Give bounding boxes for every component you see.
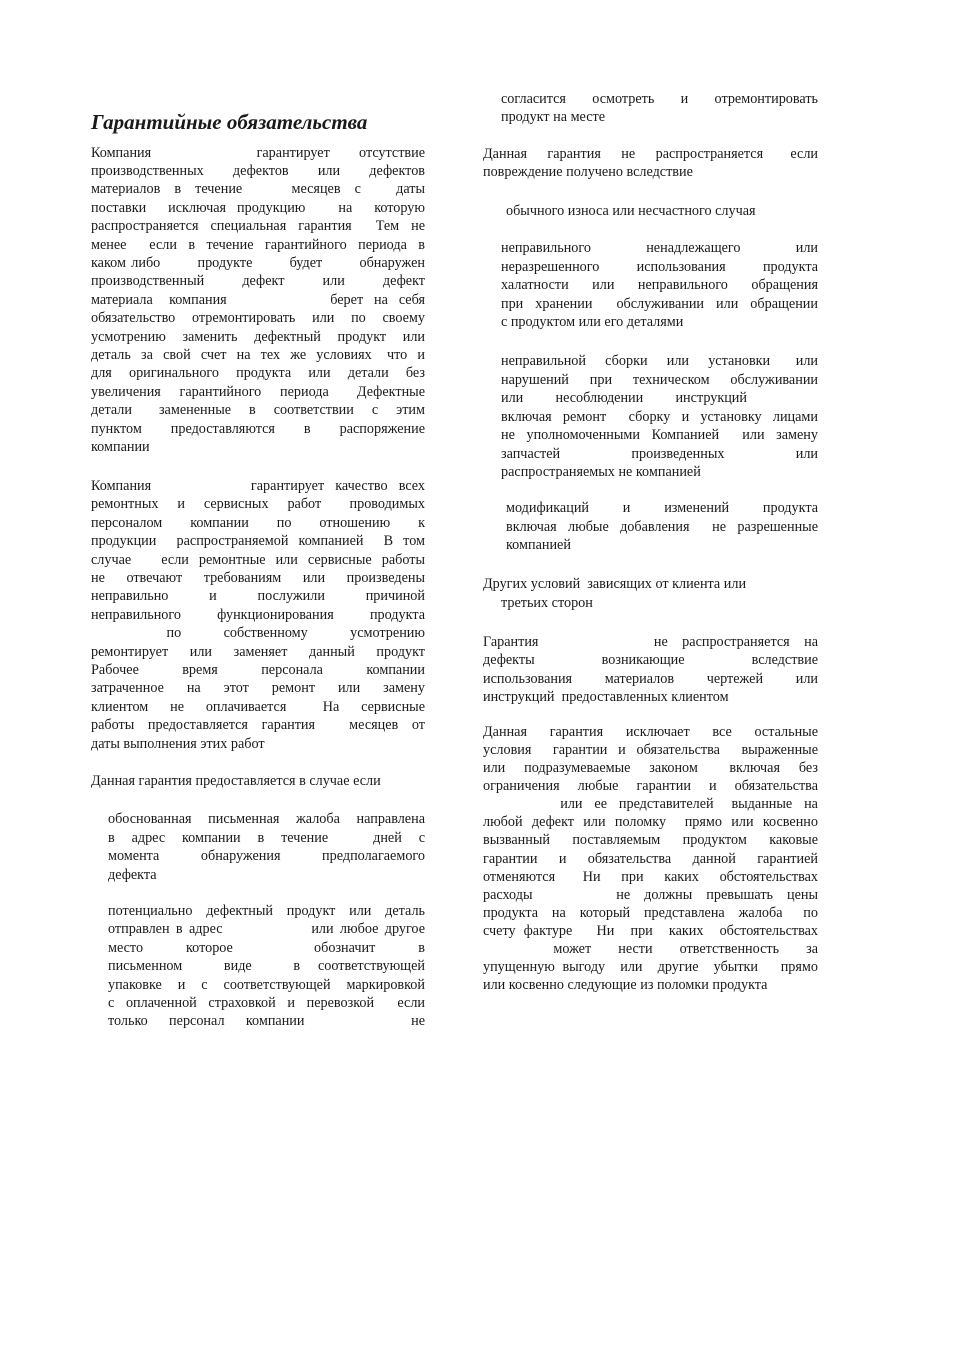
right-text-line: или подразумеваемые законом включая без (483, 760, 818, 776)
left-text-line: увеличения гарантийного периода Дефектные (91, 384, 425, 400)
right-text-line: Гарантия не распространяется на (483, 634, 818, 650)
left-text-line: продукции распространяемой компанией В том (91, 533, 425, 549)
right-text-line: неправильной сборки или установки или (501, 353, 818, 369)
right-text-line: или несоблюдении инструкций (501, 390, 747, 406)
left-text-line: затраченное на этот ремонт или замену (91, 680, 425, 696)
right-text-line: неправильного ненадлежащего или (501, 240, 818, 256)
right-text-line: халатности или неправильного обращения (501, 277, 818, 293)
left-text-line: с оплаченной страховкой и перевозкой если (108, 995, 425, 1011)
right-text-line: инструкций предоставленных клиентом (483, 689, 729, 705)
left-text-line: Компания гарантирует качество всех (91, 478, 425, 494)
right-text-line: вызванный поставляемым продуктом каковые (483, 832, 818, 848)
left-text-line: потенциально дефектный продукт или деталь (108, 903, 425, 919)
left-text-line: письменном виде в соответствующей (108, 958, 425, 974)
right-text-line: Данная гарантия не распространяется если (483, 146, 818, 162)
left-text-line: по собственному усмотрению (91, 625, 425, 641)
page-title: Гарантийные обязательства (91, 110, 368, 134)
left-text-line: усмотрению заменить дефектный продукт или (91, 329, 425, 345)
right-text-line: использования материалов чертежей или (483, 671, 818, 687)
left-text-line: неправильно и послужили причиной (91, 588, 425, 604)
right-text-line: отменяются Ни при каких обстоятельствах (483, 869, 818, 885)
right-text-line: с продуктом или его деталями (501, 314, 684, 330)
left-text-line: Рабочее время персонала компании (91, 662, 425, 678)
right-text-line: дефекты возникающие вследствие (483, 652, 818, 668)
left-text-line: даты выполнения этих работ (91, 736, 265, 752)
left-text-line: работы предоставляется гарантия месяцев от (91, 717, 425, 733)
right-text-line: повреждение получено вследствие (483, 164, 693, 180)
left-text-line: каком либо продукте будет обнаружен (91, 255, 425, 271)
right-text-line: компанией (506, 537, 571, 553)
right-text-line: любой дефект или поломку прямо или косвенно (483, 814, 818, 830)
left-text-line: поставки исключая продукцию на которую (91, 200, 425, 216)
right-text-line: включая любые добавления не разрешенные (506, 519, 818, 535)
left-text-line: Компания гарантирует отсутствие (91, 145, 425, 161)
right-text-line: или косвенно следующие из поломки продукта (483, 977, 768, 993)
right-text-line: нарушений при техническом обслуживании (501, 372, 818, 388)
left-text-line: ремонтирует или заменяет данный продукт (91, 644, 425, 660)
left-text-line: распространяется специальная гарантия Тем не (91, 218, 425, 234)
right-text-line: модификаций и изменений продукта (506, 500, 818, 516)
right-text-line: Других условий зависящих от клиента или (483, 576, 747, 592)
right-text-line: расходы не должны превышать цены (483, 887, 818, 903)
left-text-line: отправлен в адрес или любое другое (108, 921, 425, 937)
right-text-line: распространяемых не компанией (501, 464, 701, 480)
left-text-line: место которое обозначит в (108, 940, 425, 956)
left-text-line: компании (91, 439, 150, 455)
right-text-line: не уполномоченными Компанией или замену (501, 427, 818, 443)
left-text-line: персоналом компании по отношению к (91, 515, 425, 531)
left-text-line: материалов в течение месяцев с даты (91, 181, 425, 197)
right-text-line: запчастей произведенных или (501, 446, 818, 462)
right-text-line: согласится осмотреть и отремонтировать (501, 91, 818, 107)
right-text-line: может нести ответственность за (483, 941, 818, 957)
left-text-line: Данная гарантия предоставляется в случае если (91, 773, 381, 789)
right-text-line: ограничения любые гарантии и обязательства (483, 778, 818, 794)
left-text-line: деталь за свой счет на тех же условиях что и (91, 347, 425, 363)
right-text-line: продукт на месте (501, 109, 605, 125)
left-text-line: детали замененные в соответствии с этим (91, 402, 425, 418)
left-text-line: момента обнаружения предполагаемого (108, 848, 425, 864)
left-text-line: только персонал компании не (108, 1013, 425, 1029)
right-text-line: обычного износа или несчастного случая (506, 203, 756, 219)
left-text-line: упаковке и с соответствующей маркировкой (108, 977, 425, 993)
right-text-line: включая ремонт сборку и установку лицами (501, 409, 818, 425)
left-text-line: ремонтных и сервисных работ проводимых (91, 496, 425, 512)
left-text-line: обязательство отремонтировать или по своему (91, 310, 425, 326)
left-text-line: неправильного функционирования продукта (91, 607, 425, 623)
left-text-line: для оригинального продукта или детали без (91, 365, 425, 381)
right-text-line: условия гарантии и обязательства выраженные (483, 742, 818, 758)
left-text-line: клиентом не оплачивается На сервисные (91, 699, 425, 715)
left-text-line: не отвечают требованиям или произведены (91, 570, 425, 586)
left-text-line: производственный дефект или дефект (91, 273, 425, 289)
right-text-line: упущенную выгоду или другие убытки прямо (483, 959, 818, 975)
left-text-line: в адрес компании в течение дней с (108, 830, 425, 846)
right-text-line: или ее представителей выданные на (483, 796, 818, 812)
right-text-line: третьих сторон (501, 595, 593, 611)
left-text-line: обоснованная письменная жалоба направлена (108, 811, 425, 827)
left-text-line: менее если в течение гарантийного периода в (91, 237, 425, 253)
left-text-line: пунктом предоставляются в распоряжение (91, 421, 425, 437)
left-text-line: дефекта (108, 867, 157, 883)
right-text-line: неразрешенного использования продукта (501, 259, 818, 275)
right-text-line: при хранении обслуживании или обращении (501, 296, 818, 312)
right-text-line: счету фактуре Ни при каких обстоятельствах (483, 923, 818, 939)
left-text-line: материала компания берет на себя (91, 292, 425, 308)
right-text-line: гарантии и обязательства данной гарантией (483, 851, 818, 867)
right-text-line: Данная гарантия исключает все остальные (483, 724, 818, 740)
left-text-line: случае если ремонтные или сервисные работы (91, 552, 425, 568)
right-text-line: продукта на который представлена жалоба по (483, 905, 818, 921)
left-text-line: производственных дефектов или дефектов (91, 163, 425, 179)
